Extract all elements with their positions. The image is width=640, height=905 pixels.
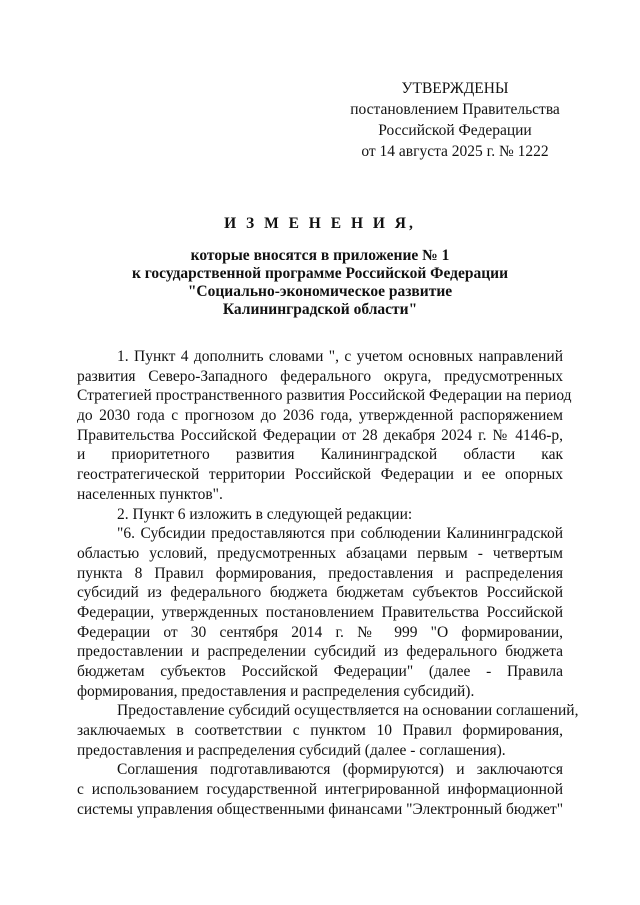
approval-line: Российской Федерации (378, 122, 532, 139)
text-line: предоставления и распределения субсидий (далее - соглашения). (77, 741, 506, 759)
heading-line: к государственной программе Российской Федерации (131, 265, 509, 282)
text-line: 1. Пункт 4 дополнить словами ", с учетом основных направлений (117, 348, 563, 365)
text-line: населенных пунктов". (77, 485, 223, 503)
text-line: до 2030 года с прогнозом до 2036 года, утвержденной распоряжением (77, 407, 563, 425)
heading-line: "Социально-экономическое развитие (187, 283, 453, 300)
text-line: "6. Субсидии предоставляются при соблюдении Калининградской (117, 525, 563, 543)
text-line: Предоставление субсидий осуществляется на основании соглашений, (117, 702, 579, 720)
approval-block (340, 78, 570, 162)
text-line: бюджетам субъектов Российской Федерации" (далее - Правила (77, 663, 563, 680)
approval-title: УТВЕРЖДЕНЫ (401, 80, 509, 97)
text-line: с использованием государственной интегрированной информационной (77, 781, 563, 799)
text-line: областью условий, предусмотренных абзацами первым - четвертым (77, 544, 563, 562)
text-line: Правительства Российской Федерации от 28 декабря 2024 г. № 4146-р, (77, 426, 563, 444)
text-line: предоставлении и распределении субсидий из федерального бюджета (77, 643, 563, 661)
heading-line: которые вносятся в приложение № 1 (190, 247, 450, 264)
text-line: и приоритетного развития Калининградской области как (77, 446, 563, 464)
text-line: Стратегией пространственного развития Российской Федерации на период (77, 387, 572, 405)
text-line: заключаемых в соответствии с пунктом 10 Правил формирования, (77, 722, 563, 740)
text-line: системы управления общественными финансами "Электронный бюджет" (77, 800, 564, 818)
approval-date: от 14 августа 2025 г. № 1222 (361, 143, 549, 160)
document-heading (77, 215, 563, 319)
approval-line: постановлением Правительства (350, 101, 560, 118)
document-body (77, 347, 579, 820)
text-line: формирования, предоставления и распределения субсидий). (77, 682, 475, 700)
text-line: пункта 8 Правил формирования, предоставления и распределения (77, 564, 563, 582)
heading-title: И З М Е Н Е Н И Я, (224, 215, 416, 232)
text-line: Федерации, утвержденных постановлением Правительства Российской (77, 603, 563, 621)
heading-line: Калининградской области" (222, 301, 418, 318)
text-line: геостратегической территории Российской Федерации и ее опорных (77, 466, 563, 484)
text-line: Соглашения подготавливаются (формируются) и заключаются (117, 761, 563, 779)
text-line: субсидий из федерального бюджета бюджетам субъектов Российской (77, 584, 563, 602)
text-line: развития Северо-Западного федерального округа, предусмотренных (77, 367, 563, 385)
text-line: 2. Пункт 6 изложить в следующей редакции: (117, 505, 413, 523)
text-line: Федерации от 30 сентября 2014 г. № 999 "О формировании, (77, 623, 563, 641)
